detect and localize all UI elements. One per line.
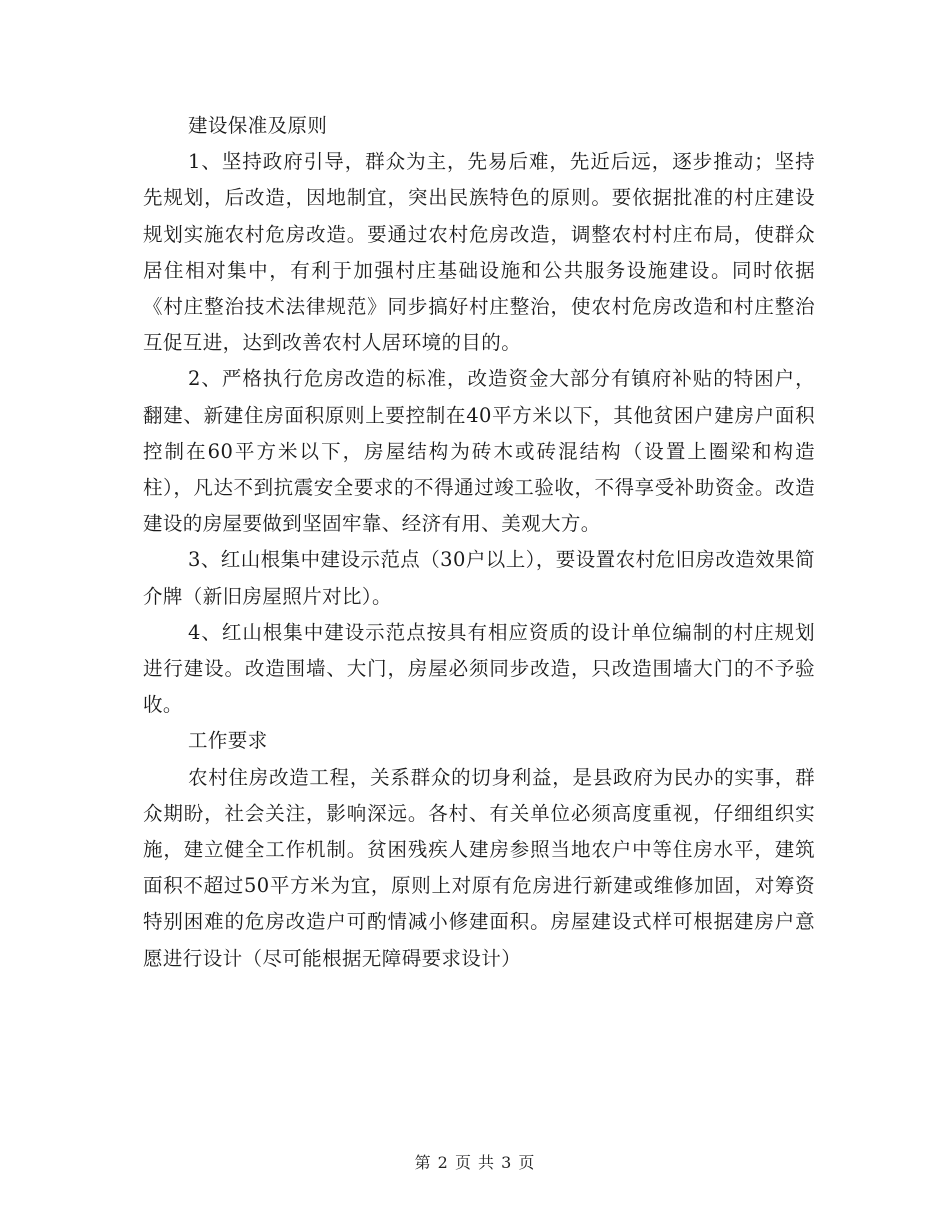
section-heading-standards: 建设保准及原则 xyxy=(188,114,328,137)
paragraph-item-2: 2、严格执行危房改造的标准，改造资金大部分有镇府补贴的特困户，翻建、新建住房面积原则上要控制在40平方米以下，其他贫困户建房户面积控制在60平方米以下，房屋结构为砖木或砖混结构（设置上圈梁和构造柱），凡达不到抗震安全要求的不得通过竣工验收，不得享受补助资金。改造建设的房屋要做到坚固牢靠、经济有用、美观大方。 xyxy=(143,367,815,536)
paragraph-item-1: 1、坚持政府引导，群众为主，先易后难，先近后远，逐步推动；坚持先规划，后改造，因地制宜，突出民族特色的原则。要依据批准的村庄建设规划实施农村危房改造。要通过农村危房改造，调整农村村庄布局，使群众居住相对集中，有利于加强村庄基础设施和公共服务设施建设。同时依据《村庄整治技术法律规范》同步搞好村庄整治，使农村危房改造和村庄整治互促互进，达到改善农村人居环境的目的。 xyxy=(143,150,815,355)
section-heading-requirements: 工作要求 xyxy=(188,729,268,753)
document-body xyxy=(143,108,815,977)
page-number-footer: 第 2 页 共 3 页 xyxy=(414,1153,536,1172)
paragraph-item-3: 3、红山根集中建设示范点（30户以上），要设置农村危旧房改造效果简介牌（新旧房屋照片对比）。 xyxy=(143,548,815,608)
paragraph-work-requirements: 农村住房改造工程，关系群众的切身利益，是县政府为民办的实事，群众期盼，社会关注，影响深远。各村、有关单位必须高度重视，仔细组织实施，建立健全工作机制。贫困残疾人建房参照当地农户中等住房水平，建筑面积不超过50平方米为宜，原则上对原有危房进行新建或维修加固，对筹资特别困难的危房改造户可酌情减小修建面积。房屋建设式样可根据建房户意愿进行设计（尽可能根据无障碍要求设计） xyxy=(143,765,815,970)
paragraph-item-4: 4、红山根集中建设示范点按具有相应资质的设计单位编制的村庄规划进行建设。改造围墙、大门，房屋必须同步改造，只改造围墙大门的不予验收。 xyxy=(143,620,815,717)
